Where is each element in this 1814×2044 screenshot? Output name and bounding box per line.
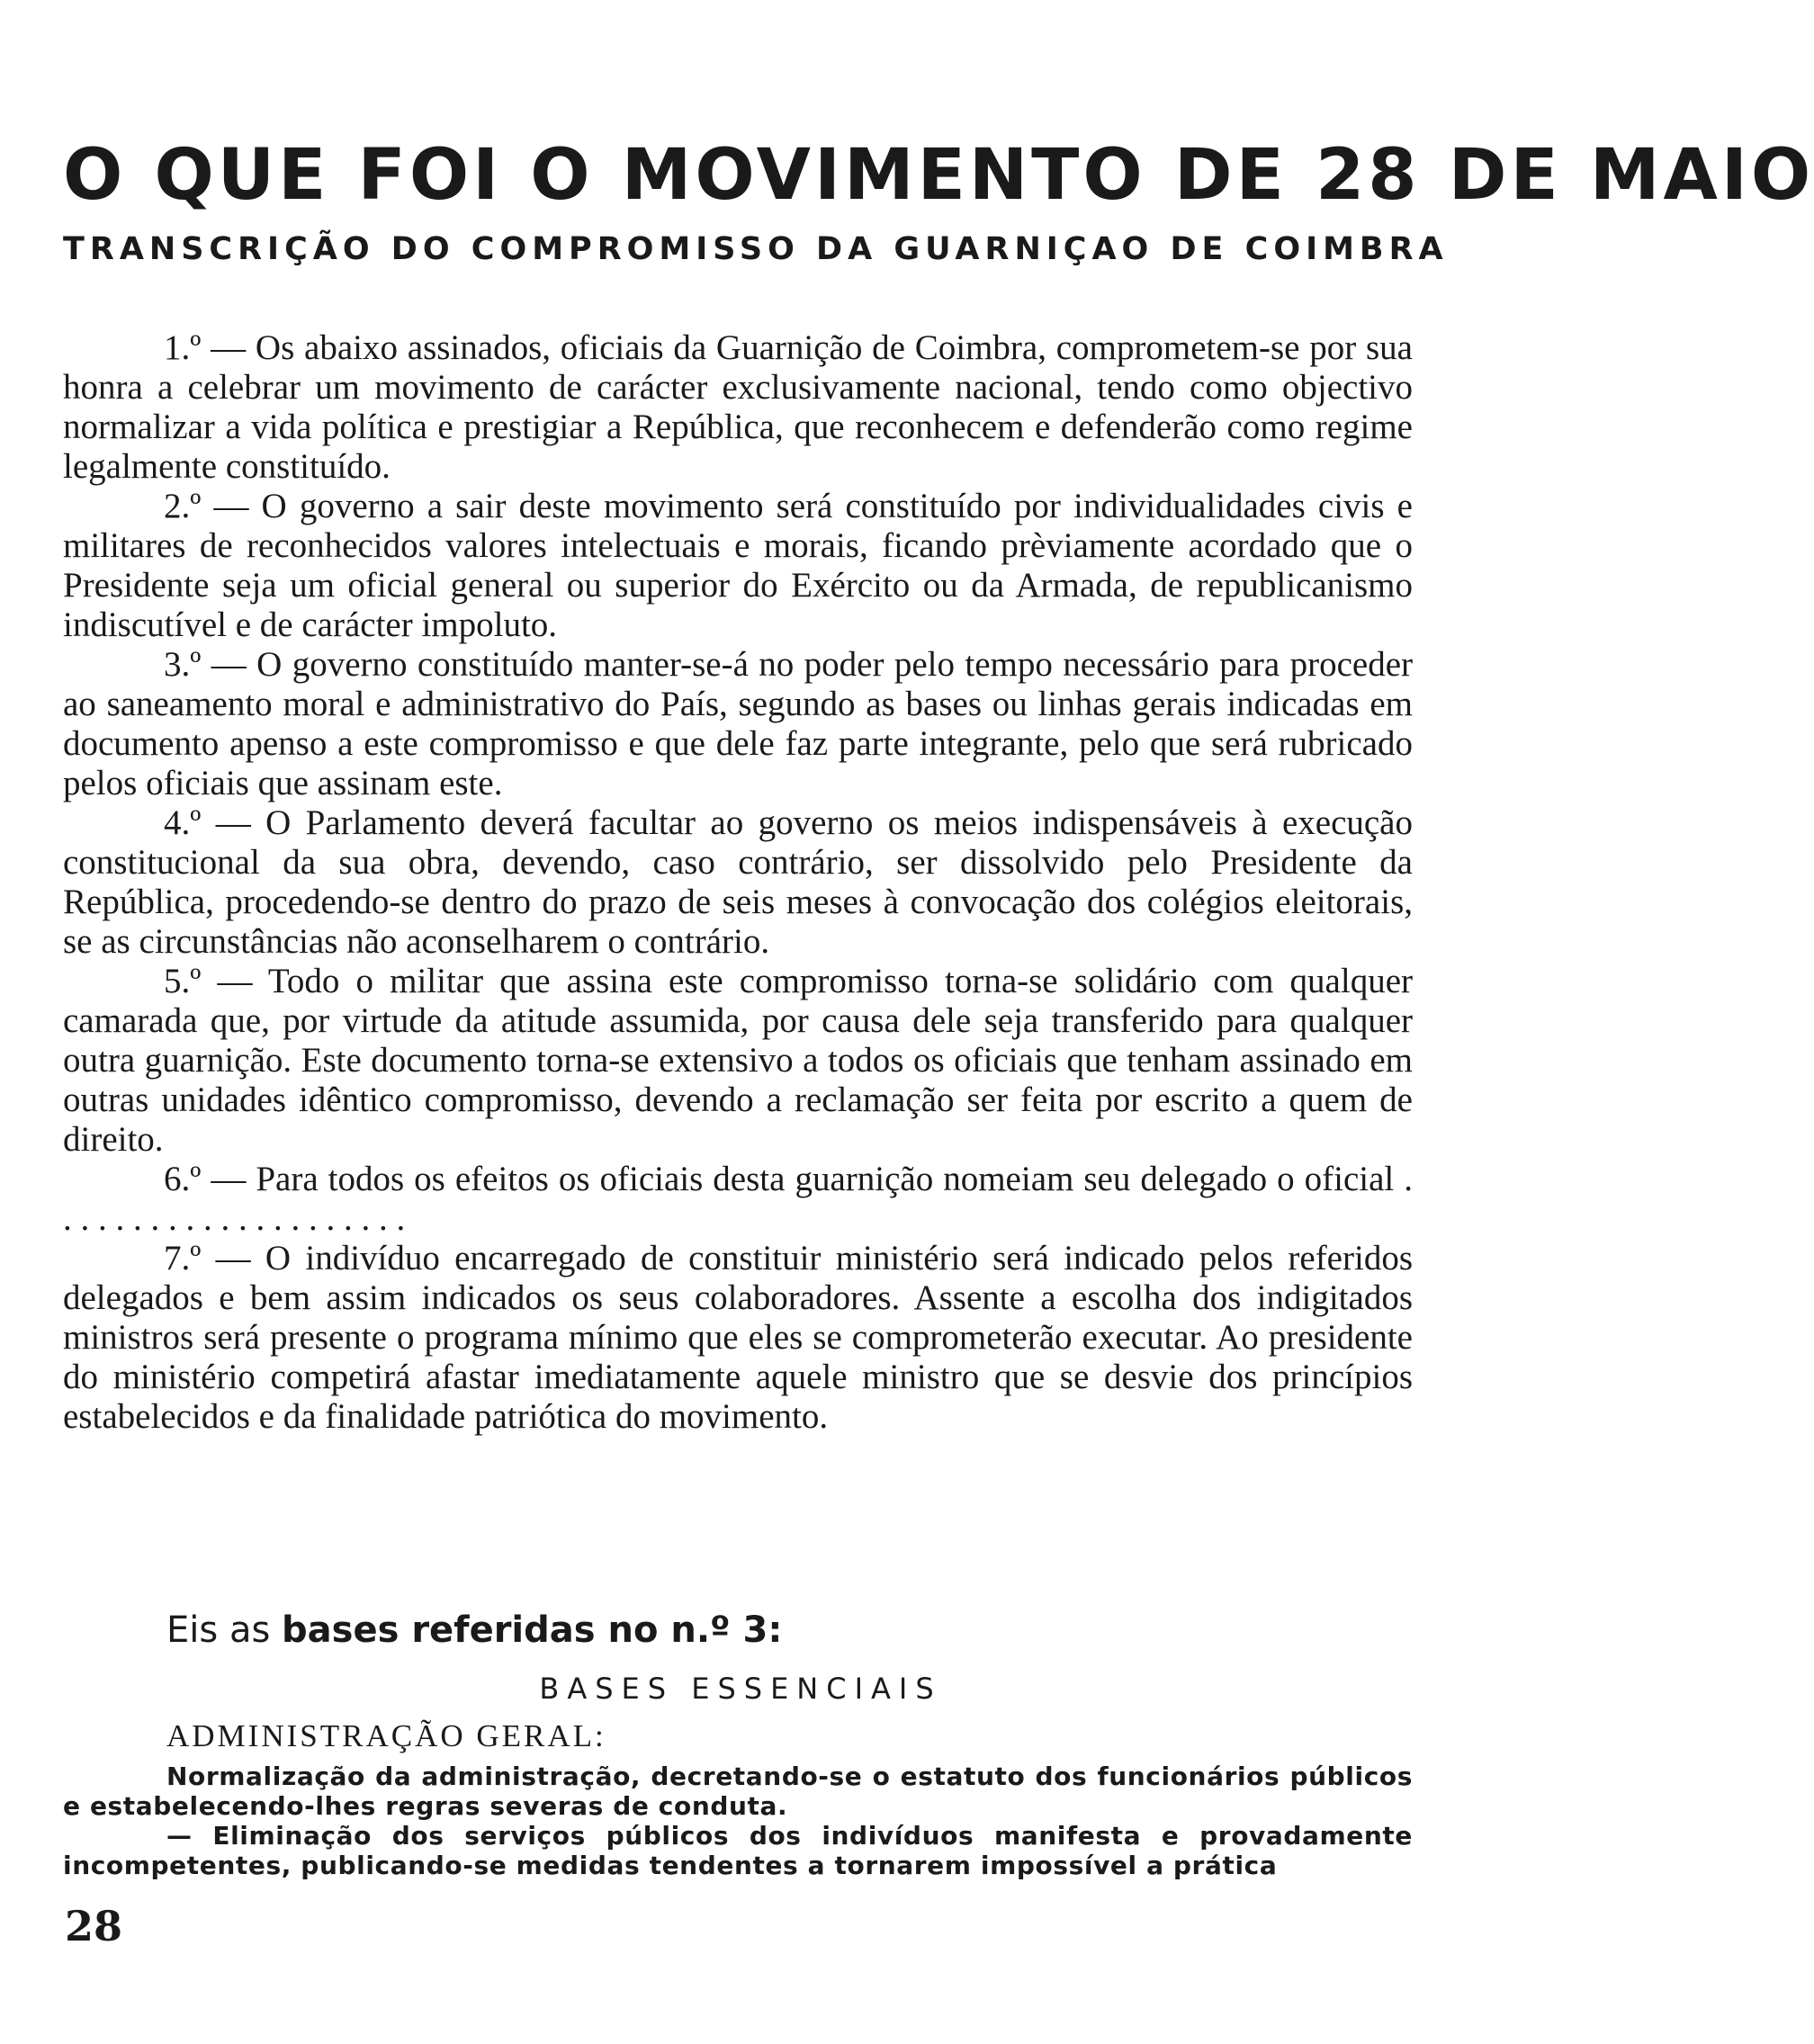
bases-title: BASES ESSENCIAIS: [539, 1672, 942, 1706]
page-subtitle: TRANSCRIÇÃO DO COMPROMISSO DA GUARNIÇAO DE COIMBRA: [63, 231, 1449, 267]
compromisso-item-6: 6.º — Para todos os efeitos os oficiais desta guarnição nomeiam seu delegado o oficial . . . . . . . . . . . . . . . . . . . . .: [63, 1160, 1413, 1238]
section-label-administracao: ADMINISTRAÇÃO GERAL:: [166, 1718, 606, 1753]
bases-intro-heading: [166, 1608, 782, 1653]
page-number: 28: [65, 1902, 123, 1950]
compromisso-item-2: 2.º — O governo a sair deste movimento será constituído por individualidades civis e militares de reconhecidos valores intelectuais e morais, ficando prèviamente acordado que o Presidente seja um oficial general ou superior do Exército ou da Armada, de republicanismo indiscutível e de carácter impoluto.: [63, 487, 1413, 644]
bases-intro-bold: bases referidas no n.º 3:: [282, 1609, 783, 1651]
compromisso-item-1: 1.º — Os abaixo assinados, oficiais da Guarnição de Coimbra, comprometem-se por sua honra a celebrar um movimento de carácter exclusivamente nacional, tendo como objectivo normalizar a vida política e prestigiar a República, que reconhecem e defenderão como regime legalmente constituído.: [63, 328, 1413, 486]
compromisso-list: [63, 328, 1413, 1437]
page-title: O QUE FOI O MOVIMENTO DE 28 DE MAIO: [63, 135, 1814, 216]
basis-paragraph-1: Normalização da administração, decretando-se o estatuto dos funcionários públicos e estabelecendo-lhes regras severas de conduta.: [63, 1762, 1413, 1821]
bases-intro-prefix: Eis as: [166, 1609, 283, 1651]
compromisso-item-5: 5.º — Todo o militar que assina este compromisso torna-se solidário com qualquer camarada que, por virtude da atitude assumida, por causa dele seja transferido para qualquer outra guarnição. Este documento torna-se extensivo a todos os oficiais que tenham assinado em outras unidades idêntico compromisso, devendo a reclamação ser feita por escrito a quem de direito.: [63, 962, 1413, 1159]
compromisso-item-4: 4.º — O Parlamento deverá facultar ao governo os meios indispensáveis à execução constitucional da sua obra, devendo, caso contrário, ser dissolvido pelo Presidente da República, procedendo-se dentro do prazo de seis meses à convocação dos colégios eleitorais, se as circunstâncias não aconselharem o contrário.: [63, 803, 1413, 961]
compromisso-item-3: 3.º — O governo constituído manter-se-á no poder pelo tempo necessário para proceder ao saneamento moral e administrativo do País, segundo as bases ou linhas gerais indicadas em documento apenso a este compromisso e que dele faz parte integrante, pelo que será rubricado pelos oficiais que assinam este.: [63, 645, 1413, 802]
compromisso-item-7: 7.º — O indivíduo encarregado de constituir ministério será indicado pelos referidos delegados e bem assim indicados os seus colaboradores. Assente a escolha dos indigitados ministros será presente o programa mínimo que eles se comprometerão executar. Ao presidente do ministério competirá afastar imediatamente aquele ministro que se desvie dos princípios estabelecidos e da finalidade patriótica do movimento.: [63, 1239, 1413, 1436]
basis-paragraph-2: — Eliminação dos serviços públicos dos indivíduos manifesta e provadamente incompetentes, publicando-se medidas tendentes a tornarem impossível a prática: [63, 1821, 1413, 1880]
bases-body: [63, 1762, 1413, 1880]
